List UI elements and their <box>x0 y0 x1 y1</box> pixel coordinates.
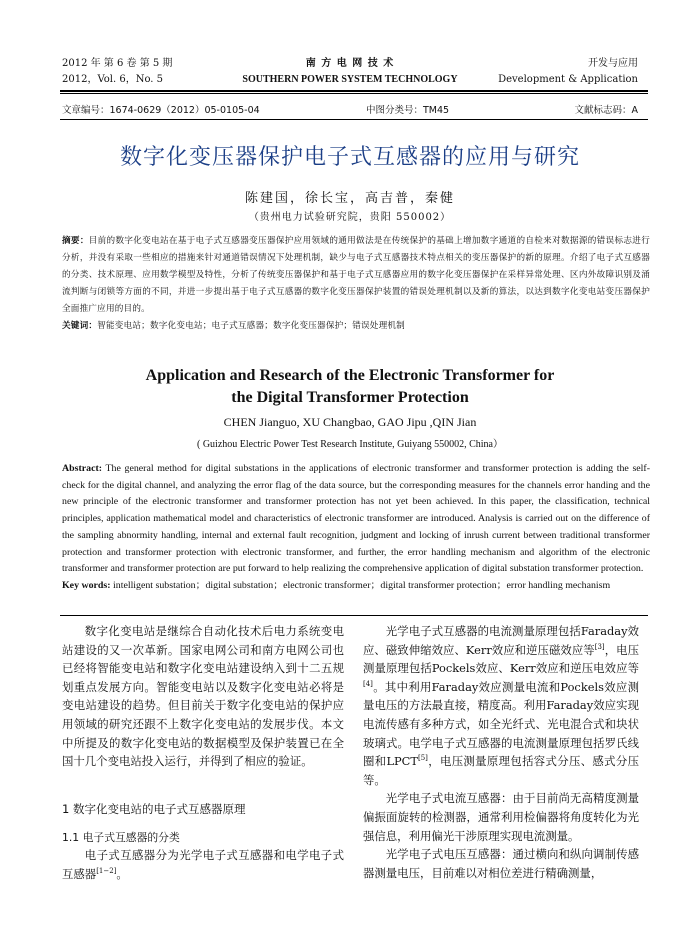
citation-5: [5] <box>418 754 428 763</box>
keywords-en-label: Key words: <box>62 579 111 591</box>
header-section-en: Development & Application <box>498 74 638 85</box>
optical-current-paragraph: 光学电子式电流互感器：由于目前尚无高精度测量偏振面旋转的检测器，通常利用检偏器将角度转化为光强信息，利用偏光干涉原理实现电流测量。 <box>363 791 639 843</box>
p1-part-a: 光学电子式互感器的电流测量原理包括Faraday效应、磁致伸缩效应、Kerr效应和逆压磁效应等 <box>363 624 639 657</box>
section-1-1-tail: 。 <box>116 866 128 881</box>
affiliation-en: ( Guizhou Electric Power Test Research Institute, Guiyang 550002, China） <box>197 439 503 450</box>
affiliation-cn: （贵州电力试验研究院，贵阳 550002） <box>248 212 452 223</box>
optical-principle-paragraph <box>363 622 639 789</box>
keywords-cn-label: 关键词： <box>62 321 98 331</box>
header-journal-cn: 南 方 电 网 技 术 <box>305 58 395 69</box>
p1-part-c: 。其中利用Faraday效应测量电流和Pockels效应测量电压的方法最直接，精度高。利用Faraday效应实现电流传感有多种方式，如全光纤式、光电混合式和块状玻璃式。电学电子式互感器的电流测量原理包括罗氏线圈和LPCT <box>363 679 639 769</box>
body-left-column <box>62 622 344 771</box>
citation-1-2: [1−2] <box>96 866 117 875</box>
header-issue-cn: 2012 年 第 6 卷 第 5 期 <box>62 58 173 69</box>
keywords-en: intelligent substation；digital substation；electronic transformer；digital transformer protection；error handling mechanism <box>110 579 611 591</box>
section-1-1-text: 电子式互感器分为光学电子式互感器和电学电子式互感器 <box>62 848 344 881</box>
page-title-cn: 数字化变压器保护电子式互感器的应用与研究 <box>119 145 580 170</box>
abstract-en <box>62 461 650 595</box>
abstract-cn <box>62 233 650 335</box>
page-title-en: Application and Research of the Electronic Transformer for the Digital Transformer Protection <box>145 367 555 406</box>
header-rule-thin <box>60 93 648 94</box>
keywords-cn: 智能变电站；数字化变电站；电子式互感器；数字化变压器保护；错误处理机制 <box>97 321 405 331</box>
document-code: 文献标志码：A <box>574 105 638 116</box>
authors-en: CHEN Jianguo, XU Changbao, GAO Jipu ,QIN Jian <box>223 415 477 429</box>
abstract-en-label: Abstract: <box>62 463 103 474</box>
article-number: 文章编号：1674-0629（2012）05-0105-04 <box>62 105 260 116</box>
abstract-en-text: The general method for digital substations in the applications of electronic transformer and transformer protection is adding the self-check for the digital channel, and analyzing the error flag of the data source, but the corresponding measures for the channels error handing and the new principle of the electronic transformer and transformer protection has not yet been achieved. In this paper, the classification, technical principles, application mathematical model and characteristics of electronic transformer are introduced. Analysis is carried out on the difference of the sampling abnormity handling, internal and external fault recognition, judgment and locking of inrush current between traditional transformer protection and transformer protection with electronic transformer, and further, the error handling mechanism and algorithm of the electronic transformer and transformer protection are put forward to help realizing the comprehensive application of digital substation transformer protection. <box>62 463 650 575</box>
citation-4: [4] <box>363 679 373 688</box>
abstract-cn-text: 目前的数字化变电站在基于电子式互感器变压器保护应用领域的通用做法是在传统保护的基础上增加数字通道的自检来对数据源的错误标志进行分析，并没有采取一些相应的措施来针对通道错误情况下处理机制，缺少与电子式互感器技术特点相关的变压器保护的新的原理。介绍了电子式互感器的分类、技术原理、应用数学模型及特性，分析了传统变压器保护和基于电子式互感器应用的数字化变压器保护在采样异常处理、区内外故障识别及涌流判断与闭锁等方面的不同，并进一步提出基于电子式互感器的数字化变压器保护装置的错误处理机制以及新的算法，以达到数字化变电站变压器保护全面推广应用的目的。 <box>62 236 650 314</box>
p1-part-b: ，电压测量原理包括Pockels效应、Kerr效应和逆压电效应等 <box>363 642 639 676</box>
section-1-1-heading: 1.1 电子式互感器的分类 <box>62 831 180 844</box>
intro-paragraph: 数字化变电站是继综合自动化技术后电力系统变电站建设的又一次革新。国家电网公司和南方电网公司也已经将智能变电站和数字化变电站建设纳入到十二五规划重点发展方向。智能变电站以及数字化变电站必将是变电站建设的趋势。但目前关于数字化变电站的保护应用领域的研究还跟不上数字化变电站的发展步伐。本文中所提及的数字化变电站的数据模型及保护装置已在全国十几个变电站投入运行，并得到了相应的验证。 <box>62 624 344 769</box>
citation-3: [3] <box>594 642 605 651</box>
abstract-rule <box>60 615 648 616</box>
section-1-1-body <box>62 846 344 883</box>
header-journal-en: SOUTHERN POWER SYSTEM TECHNOLOGY <box>242 74 458 85</box>
p1-part-d: ，电压测量原理包括容式分压、感式分压等。 <box>363 754 639 787</box>
meta-rule <box>60 119 648 120</box>
header-rule-thick <box>60 90 648 92</box>
header-issue-en: 2012，Vol. 6，No. 5 <box>62 74 164 85</box>
header-section-cn: 开发与应用 <box>588 58 638 69</box>
abstract-cn-label: 摘要： <box>62 236 89 246</box>
authors-cn: 陈建国，徐长宝，高吉普，秦健 <box>244 191 455 206</box>
body-right-column <box>363 622 639 882</box>
classification-number: 中图分类号：TM45 <box>366 105 450 116</box>
section-1-heading: 1 数字化变电站的电子式互感器原理 <box>62 802 246 816</box>
optical-voltage-paragraph: 光学电子式电压互感器：通过横向和纵向调制传感器测量电压，目前难以对相位差进行精确测量， <box>363 847 639 880</box>
